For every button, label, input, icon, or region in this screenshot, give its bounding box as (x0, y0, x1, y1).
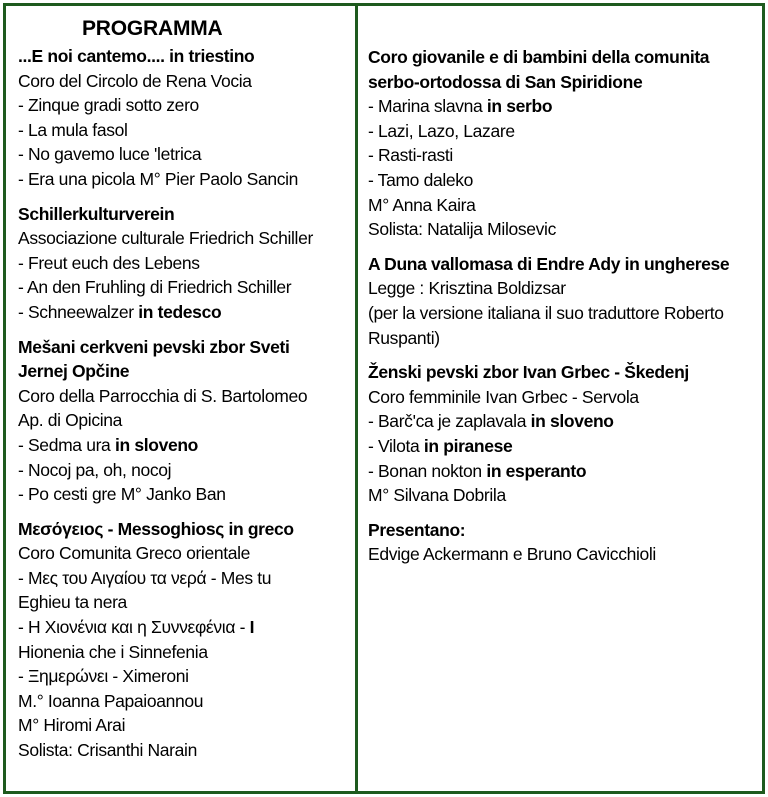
right-column (368, 6, 763, 791)
item-text: - Bonan nokton (368, 460, 487, 481)
programme-title: PROGRAMMA (82, 17, 223, 40)
list-item: - Rasti-rasti (368, 145, 453, 166)
item-text: - Vilota (368, 435, 424, 456)
section-opcine (18, 335, 352, 507)
item-text: - Sedma ura (18, 434, 115, 455)
list-item: M° Hiromi Arai (18, 715, 126, 736)
list-item: M° Silvana Dobrila (368, 485, 506, 506)
list-item: - Nocoj pa, oh, nocoj (18, 459, 172, 480)
list-item: Hionenia che i Sinnefenia (18, 641, 208, 662)
item-text: - Schneewalzer (18, 301, 139, 322)
list-item: M.° Ioanna Papaioannou (18, 690, 204, 711)
section-skedenj (368, 360, 763, 508)
list-item: (per la versione italiana il suo traduttore Roberto (368, 302, 724, 323)
language-tag: in piranese (423, 435, 513, 456)
list-item: - Ξημερώνει - Ximeroni (18, 666, 189, 687)
list-item (18, 433, 352, 458)
section-title: Jernej Opčine (18, 361, 130, 382)
list-item: Edvige Ackermann e Bruno Cavicchioli (368, 544, 656, 565)
list-item: - Era una picola M° Pier Paolo Sancin (18, 168, 299, 189)
section-title: Ženski pevski zbor Ivan Grbec - Škedenj (368, 362, 689, 383)
list-item: Associazione culturale Friedrich Schiller (18, 228, 313, 249)
section-ungherese (368, 252, 763, 350)
list-item: Ap. di Opicina (18, 410, 123, 431)
list-item: Solista: Crisanthi Narain (18, 740, 197, 761)
left-column (18, 6, 352, 791)
list-item: Eghieu ta nera (18, 592, 127, 613)
section-greco (18, 517, 352, 763)
list-item: Coro del Circolo de Rena Vocia (18, 70, 252, 91)
section-triestino (18, 44, 352, 192)
list-item (368, 434, 763, 459)
language-tag: in serbo (486, 96, 553, 117)
list-item: Coro femminile Ivan Grbec - Servola (368, 386, 639, 407)
column-divider (355, 6, 358, 791)
list-item: M° Anna Kaira (368, 194, 476, 215)
section-serbo (368, 45, 763, 242)
list-item: - Lazi, Lazo, Lazare (368, 120, 515, 141)
list-item: Ruspanti) (368, 327, 440, 348)
list-item: - Po cesti gre M° Janko Ban (18, 484, 226, 505)
section-title: serbo-ortodossa di San Spiridione (368, 71, 643, 92)
list-item: Coro Comunita Greco orientale (18, 543, 251, 564)
list-item (368, 94, 763, 119)
list-item: Solista: Natalija Milosevic (368, 219, 556, 240)
section-title: A Duna vallomasa di Endre Ady in ungherese (368, 253, 730, 274)
list-item (368, 459, 763, 484)
item-text: - Barč'ca je zaplavala (368, 411, 531, 432)
list-item: Legge : Krisztina Boldizsar (368, 278, 566, 299)
section-title: Presentano: (368, 519, 466, 540)
list-item: - La mula fasol (18, 119, 128, 140)
item-text-bold: I (249, 617, 255, 638)
section-presentano (368, 518, 763, 567)
section-title: ...E noi cantemo.... in triestino (18, 46, 255, 66)
item-text: - Marina slavna (368, 96, 487, 117)
section-title: Coro giovanile e di bambini della comunita (368, 47, 710, 67)
section-title: Mešani cerkveni pevski zbor Sveti (18, 336, 290, 357)
section-title: Schillerkulturverein (18, 203, 175, 224)
list-item (18, 300, 352, 325)
language-tag: in esperanto (486, 460, 587, 481)
section-title: Μεσόγειος - Messoghiosς in greco (18, 518, 294, 539)
list-item (18, 615, 352, 640)
language-tag: in tedesco (138, 301, 222, 322)
section-schiller (18, 202, 352, 325)
list-item: Coro della Parrocchia di S. Bartolomeo (18, 385, 308, 406)
language-tag: in sloveno (114, 434, 199, 455)
list-item: - No gavemo luce 'letrica (18, 144, 202, 165)
item-text: - Η Χιονένια και η Συννεφένια - (18, 617, 250, 638)
list-item: - An den Fruhling di Friedrich Schiller (18, 277, 292, 298)
programme-frame (3, 3, 765, 794)
list-item: - Zinque gradi sotto zero (18, 95, 199, 116)
list-item: - Freut euch des Lebens (18, 252, 200, 273)
list-item: - Tamo daleko (368, 169, 474, 190)
language-tag: in sloveno (530, 411, 614, 432)
list-item: - Μες του Αιγαίου τα νερά - Mes tu (18, 567, 272, 588)
list-item (368, 409, 763, 434)
